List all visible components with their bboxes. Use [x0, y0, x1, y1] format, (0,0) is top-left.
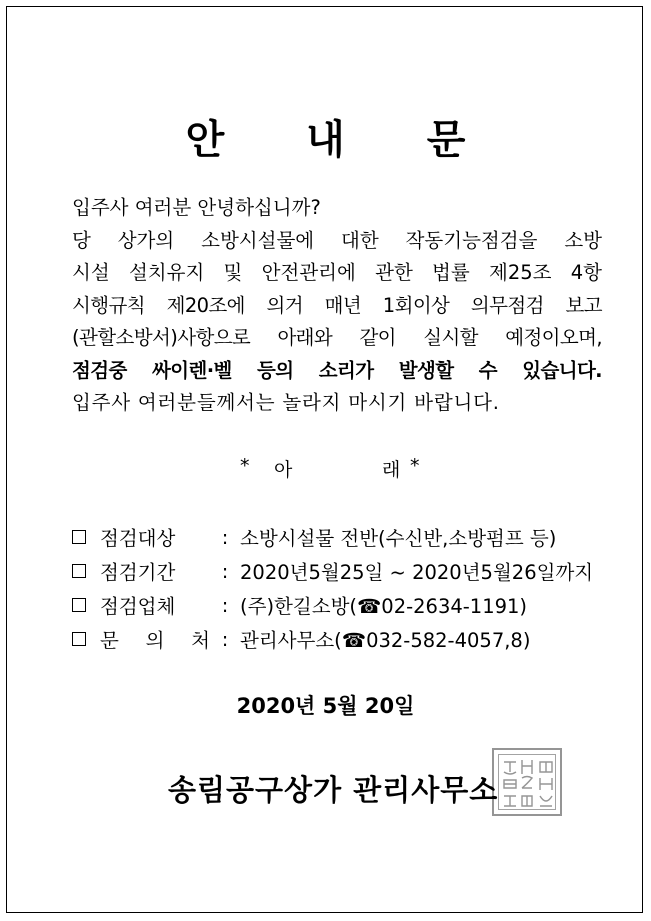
item-colon: :: [221, 593, 229, 617]
item-value: 관리사무소(☎032-582-4057,8): [240, 629, 531, 652]
heading-word-left: 아: [274, 459, 293, 481]
greeting-line: 입주사 여러분 안녕하십니까?: [72, 196, 321, 219]
body-line-4: (관할소방서)사항으로 아래와 같이 실시할 예정이오며,: [72, 326, 602, 349]
item-colon: :: [221, 525, 229, 549]
checkbox-square-icon: [72, 530, 86, 544]
checkbox-square-icon: [72, 632, 86, 646]
list-item: [72, 520, 632, 554]
checkbox-square-icon: [72, 598, 86, 612]
heading-word-right: 래: [382, 459, 401, 481]
item-value: 2020년5월25일 ~ 2020년5월26일까지: [240, 561, 594, 584]
item-colon: :: [221, 559, 229, 583]
item-value: (주)한길소방(☎02-2634-1191): [240, 595, 528, 618]
heading-star-right: *: [410, 455, 420, 477]
warning-line: 점검중 싸이렌·벨 등의 소리가 발생할 수 있습니다.: [72, 358, 602, 382]
notice-date: 2020년 5월 20일: [236, 694, 415, 718]
body-line-3: 시행규칙 제20조에 의거 매년 1회이상 의무점검 보고: [72, 293, 602, 317]
heading-star-left: *: [240, 455, 250, 477]
item-colon: :: [221, 627, 229, 651]
detail-list: [72, 520, 632, 656]
body-line-2: 시설 설치유지 및 안전관리에 관한 법률 제25조 4항: [72, 261, 602, 284]
seal-pattern-icon: [500, 756, 556, 810]
item-label: 문 의 처: [100, 629, 210, 652]
item-value: 소방시설물 전반(수신반,소방펌프 등): [240, 527, 557, 550]
list-item: [72, 554, 632, 588]
page-title: 안 내 문: [185, 117, 500, 163]
checkbox-square-icon: [72, 564, 86, 578]
issuer-name: 송림공구상가 관리사무소: [168, 773, 499, 807]
body-line-1: 당 상가의 소방시설물에 대한 작동기능점검을 소방: [72, 228, 602, 252]
item-label: 점검대상: [100, 527, 176, 550]
office-seal-stamp: [492, 748, 562, 816]
item-label: 점검업체: [100, 595, 176, 618]
list-item: [72, 588, 632, 622]
closing-line: 입주사 여러분들께서는 놀라지 마시기 바랍니다.: [72, 391, 500, 414]
list-item: [72, 622, 632, 656]
item-label: 점검기간: [100, 561, 176, 584]
notice-body: [72, 192, 602, 420]
